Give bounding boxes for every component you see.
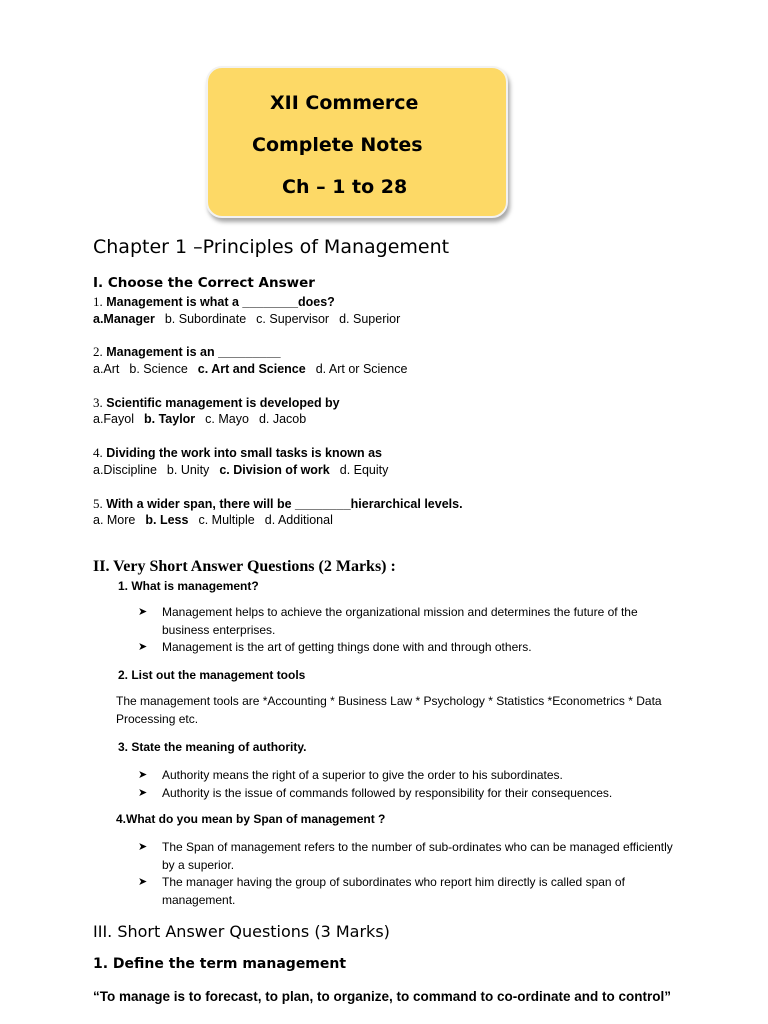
bullet-item xyxy=(138,604,678,639)
option-b: b. Unity xyxy=(166,463,210,477)
question-number: 1. xyxy=(93,294,103,309)
bullet-text: The manager having the group of subordinates who report him directly is called span of management. xyxy=(162,875,625,907)
question-text: Dividing the work into small tasks is known as xyxy=(106,446,382,460)
bullet-text: The Span of management refers to the number of sub-ordinates who can be managed efficiently by a superior. xyxy=(162,840,673,872)
option-d: d. Art or Science xyxy=(315,362,408,376)
option-b: b. Subordinate xyxy=(164,312,247,326)
question-text: With a wider span, there will be ________hierarchical levels. xyxy=(106,497,463,511)
bullet-item xyxy=(138,639,678,657)
question-1 xyxy=(93,294,335,310)
banner-line-1: XII Commerce xyxy=(270,92,419,114)
option-c: c. Mayo xyxy=(205,412,249,426)
option-d: d. Equity xyxy=(339,463,389,477)
question-3-options xyxy=(93,412,316,426)
arrow-bullet-icon: ➤ xyxy=(138,769,148,781)
question-number: 2. xyxy=(93,344,103,359)
arrow-bullet-icon: ➤ xyxy=(138,786,148,799)
arrow-bullet-icon: ➤ xyxy=(138,641,148,653)
option-b: b. Science xyxy=(129,362,188,376)
question-number: 5. xyxy=(93,496,103,511)
option-a: a. More xyxy=(93,513,136,527)
question-text: Management is an _________ xyxy=(106,345,281,359)
vsq-1-title: 1. What is management? xyxy=(118,579,259,593)
section-2-heading: II. Very Short Answer Questions (2 Marks) : xyxy=(93,558,396,575)
question-2-options xyxy=(93,362,417,376)
option-a: a.Discipline xyxy=(93,463,157,477)
vsq-4-title: 4.What do you mean by Span of management ? xyxy=(116,812,386,826)
question-1-options xyxy=(93,312,410,326)
arrow-bullet-icon: ➤ xyxy=(138,841,148,853)
option-d: d. Superior xyxy=(339,312,401,326)
question-5-options xyxy=(93,513,343,527)
question-3 xyxy=(93,395,340,411)
bullet-item xyxy=(138,874,678,909)
bullet-text: Authority is the issue of commands followed by responsibility for their consequences. xyxy=(162,785,613,800)
question-4-options xyxy=(93,463,398,477)
question-5 xyxy=(93,496,463,512)
option-a: a.Fayol xyxy=(93,412,134,426)
section-3-heading: III. Short Answer Questions (3 Marks) xyxy=(93,922,390,941)
question-text: Scientific management is developed by xyxy=(106,396,340,410)
vsq-1-bullets xyxy=(138,604,678,657)
section-1-heading: I. Choose the Correct Answer xyxy=(93,275,315,291)
saq-1-title: 1. Define the term management xyxy=(93,956,347,972)
banner-line-3: Ch – 1 to 28 xyxy=(282,176,408,198)
option-a: a.Manager xyxy=(93,312,155,326)
chapter-title: Chapter 1 –Principles of Management xyxy=(93,236,450,258)
bullet-text: Management is the art of getting things done with and through others. xyxy=(162,640,532,654)
option-c: c. Division of work xyxy=(219,463,330,477)
question-number: 4. xyxy=(93,445,103,460)
vsq-4-bullets xyxy=(138,839,678,909)
banner-line-2: Complete Notes xyxy=(252,134,423,156)
arrow-bullet-icon: ➤ xyxy=(138,876,148,888)
vsq-3-bullets xyxy=(138,767,678,802)
option-b: b. Less xyxy=(145,513,189,527)
option-c: c. Supervisor xyxy=(256,312,330,326)
option-d: d. Additional xyxy=(264,513,333,527)
vsq-3-title: 3. State the meaning of authority. xyxy=(118,740,307,754)
question-4 xyxy=(93,445,382,461)
bullet-text: Authority means the right of a superior to give the order to his subordinates. xyxy=(162,768,563,782)
option-b: b. Taylor xyxy=(144,412,196,426)
vsq-2-title: 2. List out the management tools xyxy=(118,668,306,682)
question-number: 3. xyxy=(93,395,103,410)
bullet-text: Management helps to achieve the organizational mission and determines the future of the business enterprises. xyxy=(162,605,638,637)
bullet-item xyxy=(138,785,678,803)
option-d: d. Jacob xyxy=(258,412,307,426)
bullet-item xyxy=(138,767,678,785)
vsq-2-text: The management tools are *Accounting * Business Law * Psychology * Statistics *Econometrics * Data Processing etc. xyxy=(116,694,662,726)
title-banner xyxy=(206,66,508,218)
management-definition-quote: “To manage is to forecast, to plan, to organize, to command to co-ordinate and to control” xyxy=(93,989,672,1004)
option-a: a.Art xyxy=(93,362,120,376)
bullet-item xyxy=(138,839,678,874)
question-2 xyxy=(93,344,281,360)
option-c: c. Multiple xyxy=(198,513,255,527)
option-c: c. Art and Science xyxy=(197,362,306,376)
arrow-bullet-icon: ➤ xyxy=(138,606,148,618)
question-text: Management is what a ________does? xyxy=(106,295,335,309)
